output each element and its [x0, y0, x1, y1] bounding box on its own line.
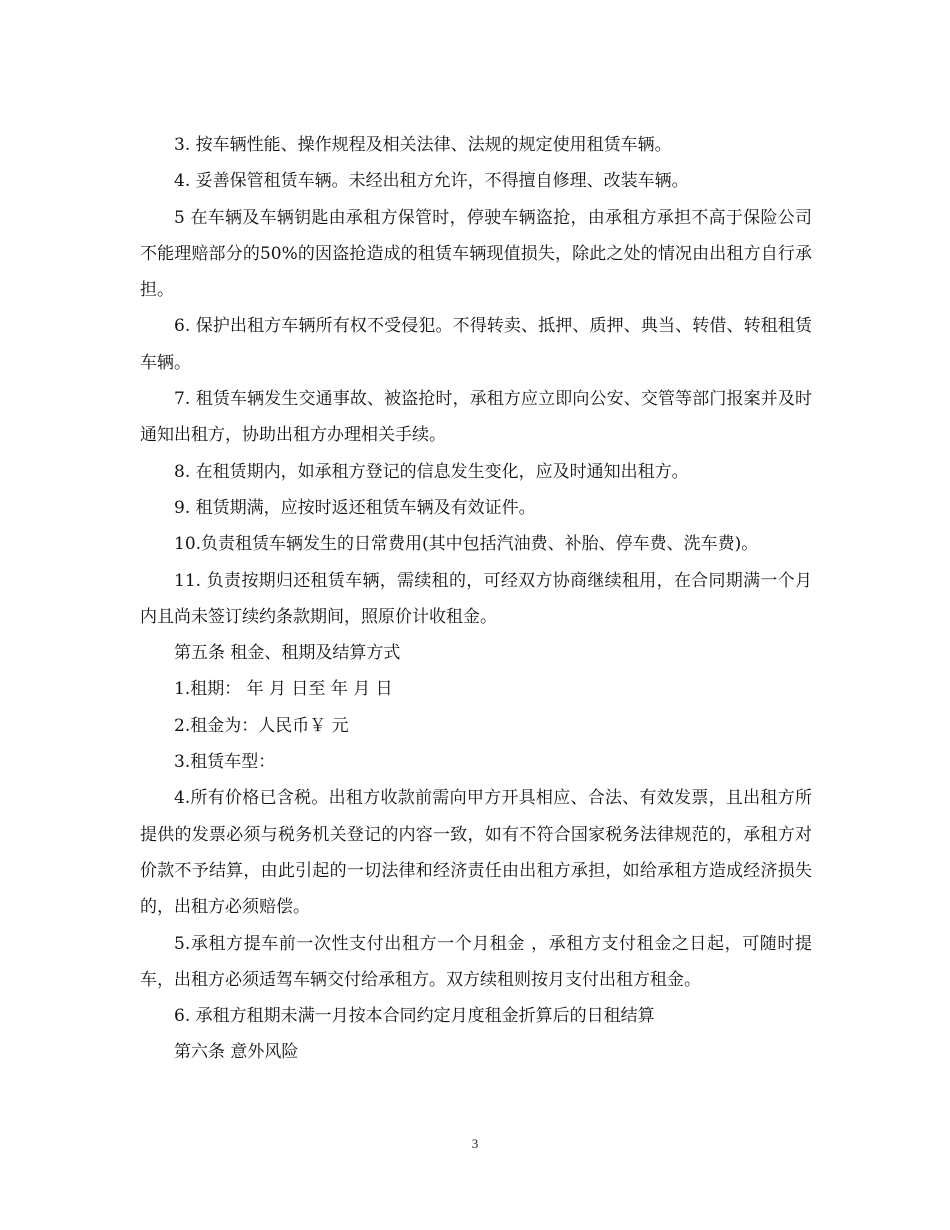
paragraph-clause-8: 8. 在租赁期内，如承租方登记的信息发生变化，应及时通知出租方。	[174, 461, 689, 482]
paragraph-clause-11: 11. 负责按期归还租赁车辆，需续租的，可经双方协商继续租用，在合同期满一个月内且尚未签订续约条款期间，照原价计收租金。	[140, 570, 812, 627]
paragraph-vehicle-model: 3.租赁车型：	[174, 752, 276, 773]
paragraph-clause-9: 9. 租赁期满，应按时返还租赁车辆及有效证件。	[174, 497, 536, 518]
document-body	[140, 127, 812, 1071]
paragraph-tax-invoice: 4.所有价格已含税。出租方收款前需向甲方开具相应、合法、有效发票，且出租方所提供的发票必须与税务机关登记的内容一致，如有不符合国家税务法律规范的，承租方对价款不予结算，由此引起的一切法律和经济责任由出租方承担，如给承租方造成经济损失的，出租方必须赔偿。	[140, 788, 812, 918]
section-heading-article-5: 第五条 租金、租期及结算方式	[174, 643, 401, 664]
section-heading-article-6: 第六条 意外风险	[174, 1042, 299, 1063]
paragraph-rental-period: 1.租期： 年 月 日至 年 月 日	[174, 679, 393, 700]
paragraph-rent-amount: 2.租金为：人民币￥ 元	[174, 715, 349, 736]
paragraph-payment-terms: 5.承租方提车前一次性支付出租方一个月租金 ，承租方支付租金之日起，可随时提车，出租方必须适驾车辆交付给承租方。双方续租则按月支付出租方租金。	[140, 933, 812, 990]
paragraph-clause-5: 5 在车辆及车辆钥匙由承租方保管时，停驶车辆盗抢，由承租方承担不高于保险公司不能理赔部分的50%的因盗抢造成的租赁车辆现值损失，除此之处的情况由出租方自行承担。	[140, 207, 812, 301]
paragraph-clause-4: 4. 妥善保管租赁车辆。未经出租方允许，不得擅自修理、改装车辆。	[174, 171, 689, 192]
paragraph-daily-settlement: 6. 承租方租期未满一月按本合同约定月度租金折算后的日租结算	[174, 1006, 655, 1027]
paragraph-clause-7: 7. 租赁车辆发生交通事故、被盗抢时，承租方应立即向公安、交管等部门报案并及时通知出租方，协助出租方办理相关手续。	[140, 389, 812, 446]
page-number: 3	[471, 1136, 479, 1151]
paragraph-clause-3: 3. 按车辆性能、操作规程及相关法律、法规的规定使用租赁车辆。	[174, 135, 672, 155]
paragraph-clause-10: 10.负责租赁车辆发生的日常费用(其中包括汽油费、补胎、停车费、洗车费)。	[174, 534, 759, 555]
paragraph-clause-6: 6. 保护出租方车辆所有权不受侵犯。不得转卖、抵押、质押、典当、转借、转租租赁车辆。	[140, 316, 812, 373]
